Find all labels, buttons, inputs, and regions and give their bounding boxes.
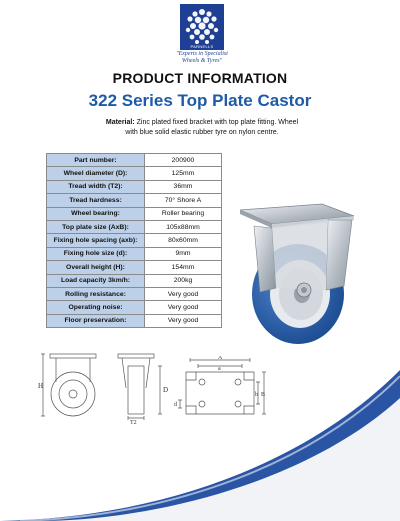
spec-label: Operating noise: [47,301,145,314]
material-text-1: Zinc plated fixed bracket with top plate fitting. Wheel [136,119,299,126]
spec-value: 105x88mm [145,220,222,233]
dim-label-A: A [218,356,223,361]
wheel-cluster-icon [180,4,224,48]
spec-value: 36mm [145,180,222,193]
dim-label-b: b [255,392,258,398]
spec-label: Tread hardness: [47,194,145,207]
spec-row [47,314,222,327]
spec-row [47,154,222,167]
spec-value: Roller bearing [145,207,222,220]
spec-row [47,261,222,274]
dim-label-H: H [38,382,44,390]
spec-label: Load capacity 3km/h: [47,274,145,287]
spec-row [47,194,222,207]
spec-label: Fixing hole spacing (axb): [47,234,145,247]
spec-value: 70° Shore A [145,194,222,207]
dim-label-B: B [261,392,266,398]
dim-label-T2: T2 [130,420,137,424]
material-description [96,118,308,138]
spec-row [47,287,222,300]
spec-label: Top plate size (AxB): [47,220,145,233]
spec-value: 200900 [145,154,222,167]
spec-label: Overall height (H): [47,261,145,274]
spec-value: 9mm [145,247,222,260]
spec-label: Rolling resistance: [47,287,145,300]
spec-row [47,234,222,247]
brand-name: PARNELLS [180,44,224,50]
spec-label: Wheel bearing: [47,207,145,220]
brand-logo [180,4,224,48]
material-label: Material: [105,119,135,126]
tagline-line-1: "Experts in Specialist [176,51,228,57]
spec-label: Tread width (T2): [47,180,145,193]
brand-tagline [150,51,254,65]
spec-table-body [47,154,222,328]
spec-row [47,301,222,314]
spec-value: 200kg [145,274,222,287]
spec-value: Very good [145,301,222,314]
spec-row [47,247,222,260]
dim-label-d: d [174,402,177,408]
spec-label: Wheel diameter (D): [47,167,145,180]
decorative-swoosh [0,370,400,521]
material-line-1 [96,118,308,128]
spec-row [47,274,222,287]
tagline-line-2: Wheels & Tyres" [181,58,223,64]
spec-value: 80x60mm [145,234,222,247]
spec-label: Fixing hole size (d): [47,247,145,260]
spec-value: 154mm [145,261,222,274]
spec-row [47,207,222,220]
spec-value: 125mm [145,167,222,180]
spec-value: Very good [145,287,222,300]
material-text-2: with blue solid elastic rubber tyre on nylon centre. [125,129,279,136]
dim-label-a: a [218,366,221,372]
product-title: 322 Series Top Plate Castor [88,91,312,110]
castor-product-image [232,196,362,346]
spec-value: Very good [145,314,222,327]
spec-label: Floor preservation: [47,314,145,327]
page-heading: PRODUCT INFORMATION [112,70,288,86]
spec-row [47,220,222,233]
spec-row [47,180,222,193]
spec-table [46,153,222,328]
spec-row [47,167,222,180]
spec-label: Part number: [47,154,145,167]
dim-label-D: D [163,386,169,394]
